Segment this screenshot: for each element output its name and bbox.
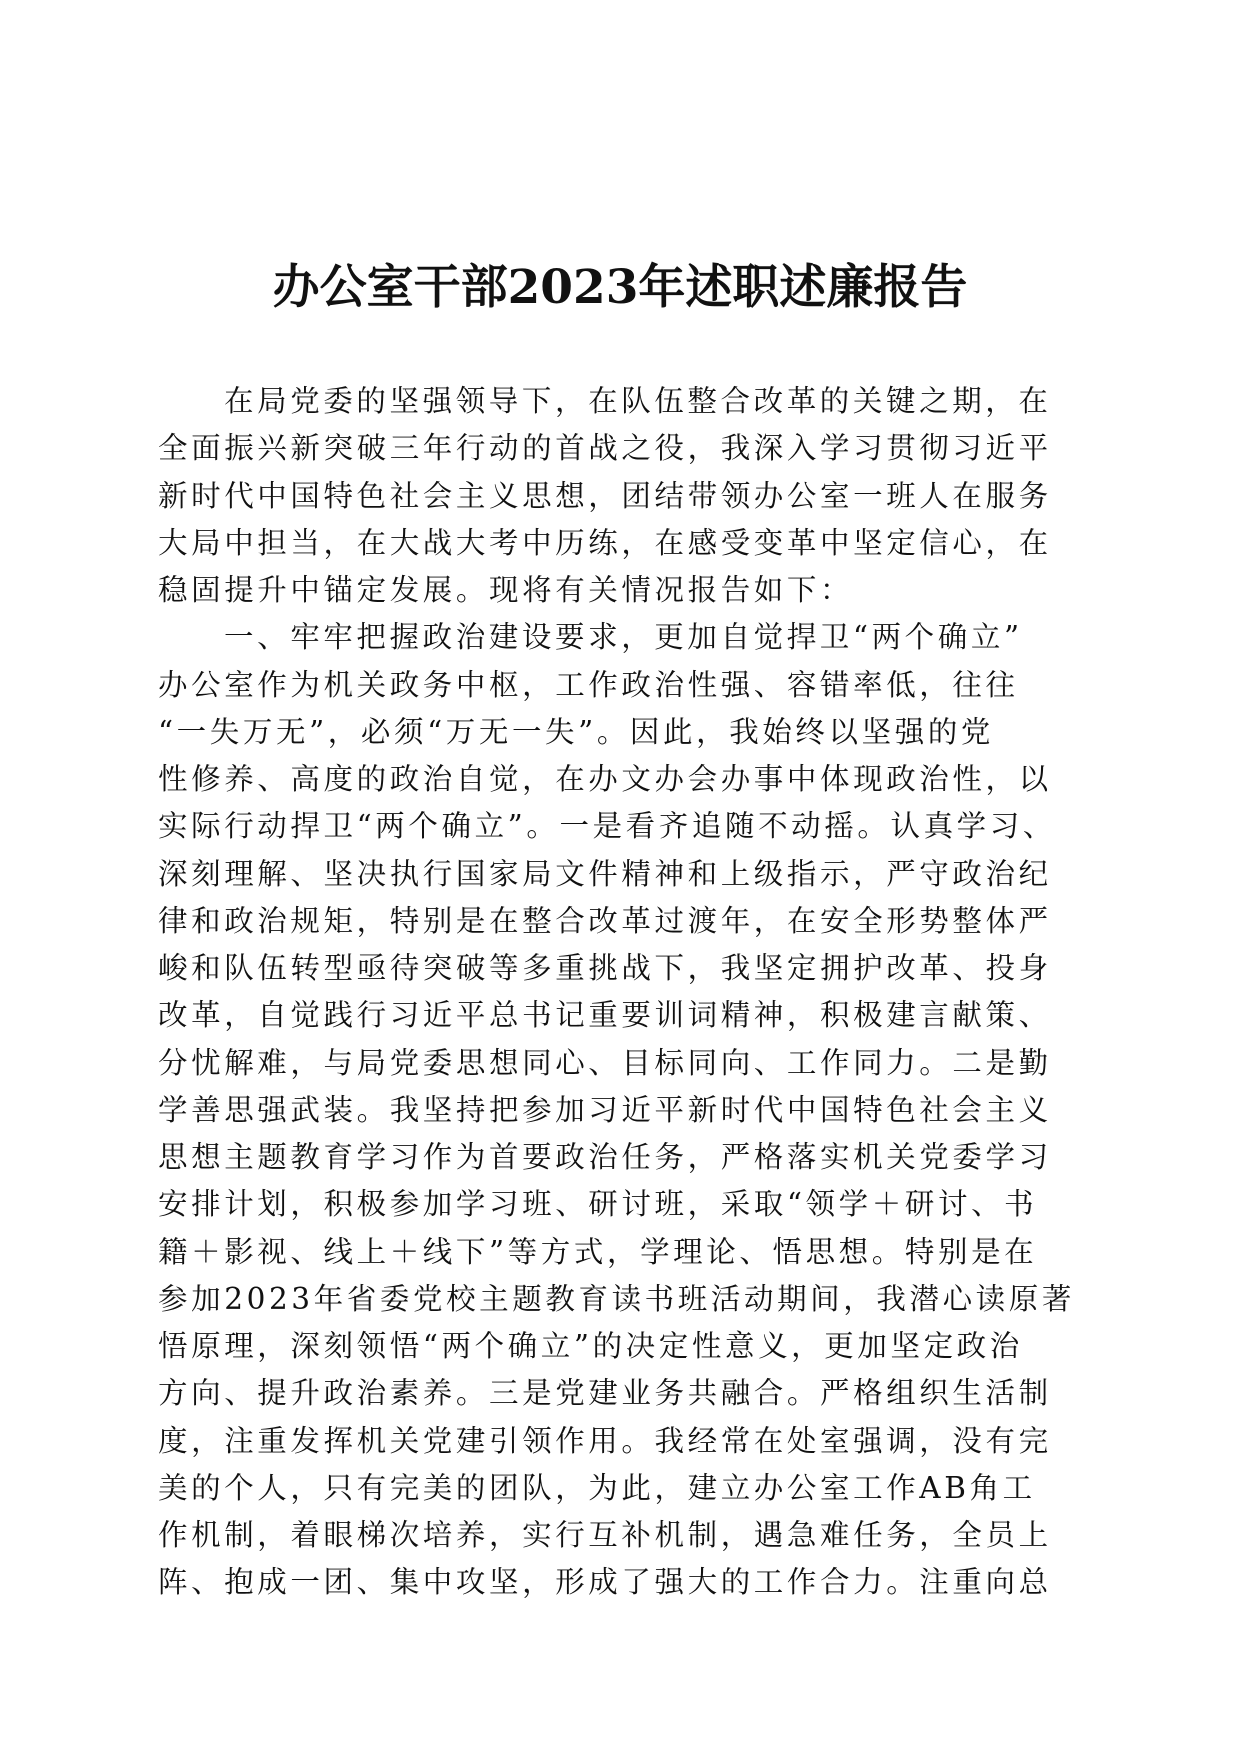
document-title: 办公室干部2023年述职述廉报告 [272,260,968,315]
body-text-line: 籍＋影视、线上＋线下”等方式，学理论、悟思想。特别是在 [158,1234,1038,1269]
body-text-line: 方向、提升政治素养。三是党建业务共融合。严格组织生活制 [158,1376,1052,1411]
body-text-line: 作机制，着眼梯次培养，实行互补机制，遇急难任务，全员上 [158,1518,1052,1552]
body-text-line: 改革，自觉践行习近平总书记重要训词精神，积极建言献策、 [158,998,1052,1033]
body-text-line: 大局中担当，在大战大考中历练，在感受变革中坚定信心，在 [158,525,1052,560]
body-text-line: 律和政治规矩，特别是在整合改革过渡年，在安全形势整体严 [158,903,1052,938]
body-text-line: 悟原理，深刻领悟“两个确立”的决定性意义，更加坚定政治 [158,1329,1023,1363]
body-text-line: 学善思强武装。我坚持把参加习近平新时代中国特色社会主义 [158,1092,1052,1127]
body-text-line: 稳固提升中锚定发展。现将有关情况报告如下： [158,573,854,607]
body-text-line: 阵、抱成一团、集中攻坚，形成了强大的工作合力。注重向总 [158,1565,1052,1600]
body-text-line: 办公室作为机关政务中枢，工作政治性强、容错率低，往往 [158,667,1019,702]
body-text-line: 新时代中国特色社会主义思想，团结带领办公室一班人在服务 [158,478,1052,513]
document-body [158,378,1078,1607]
body-text-line: 性修养、高度的政治自觉，在办文办会办事中体现政治性，以 [158,762,1052,796]
body-text-line: 一、牢牢把握政治建设要求，更加自觉捍卫“两个确立” [224,620,1023,655]
body-text-line: 美的个人，只有完美的团队，为此，建立办公室工作AB角工 [158,1470,1036,1505]
body-text-line: 分忧解难，与局党委思想同心、目标同向、工作同力。二是勤 [158,1045,1052,1080]
body-text-line: “一失万无”，必须“万无一失”。因此，我始终以坚强的党 [158,714,995,749]
body-text-line: 安排计划，积极参加学习班、研讨班，采取“领学＋研讨、书 [158,1187,1038,1222]
body-text-line: 全面振兴新突破三年行动的首战之役，我深入学习贯彻习近平 [158,431,1052,466]
body-text-line: 思想主题教育学习作为首要政治任务，严格落实机关党委学习 [158,1140,1052,1174]
body-text-line: 在局党委的坚强领导下，在队伍整合改革的关键之期，在 [224,384,1052,418]
body-text-line: 实际行动捍卫“两个确立”。一是看齐追随不动摇。认真学习、 [158,809,1056,844]
body-text-line: 深刻理解、坚决执行国家局文件精神和上级指示，严守政治纪 [158,856,1052,891]
body-text-line: 参加2023年省委党校主题教育读书班活动期间，我潜心读原著 [158,1281,1075,1316]
body-text-line: 峻和队伍转型亟待突破等多重挑战下，我坚定拥护改革、投身 [158,951,1052,985]
body-text-line: 度，注重发挥机关党建引领作用。我经常在处室强调，没有完 [158,1423,1052,1458]
